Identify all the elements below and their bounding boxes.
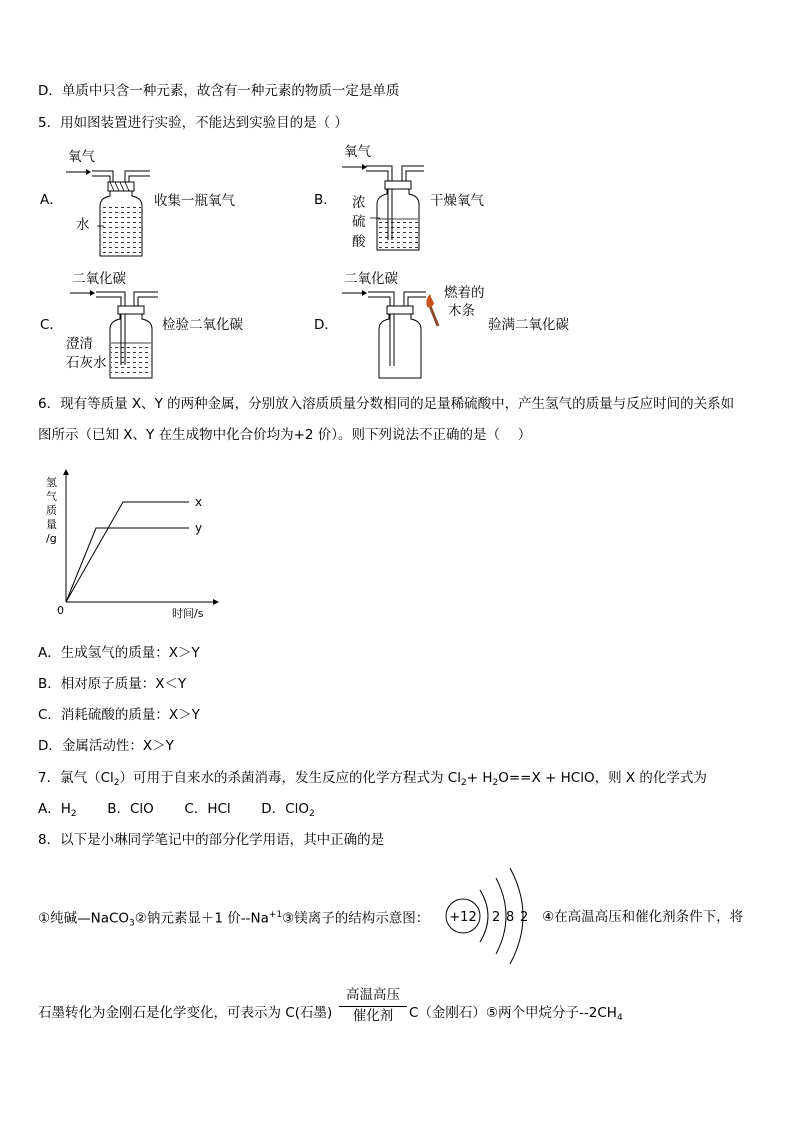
- apparatus-c-liquid-2: 石灰水: [66, 355, 107, 371]
- q4-option-d: D．单质中只含一种元素，故含有一种元素的物质一定是单质: [38, 83, 400, 99]
- apparatus-b-liquid-2: 硫: [352, 214, 366, 230]
- q6-stem-line1: 6．现有等质量 X、Y 的两种金属，分别放入溶质质量分数相同的足量稀硫酸中，产生氢气的质量与反应时间的关系如: [38, 396, 735, 412]
- q6-option-d: D．金属活动性：X＞Y: [38, 738, 174, 754]
- chart-x-axis-label: 时间/s: [172, 607, 204, 620]
- q7-option-b: B．ClO: [107, 801, 154, 817]
- chart-y-axis-label-char: 氢: [46, 476, 57, 489]
- q8-stem: 8．以下是小琳同学笔记中的部分化学用语，其中正确的是: [38, 832, 385, 848]
- reaction-condition-top: 高温高压: [346, 987, 400, 1003]
- q5-stem: 5．用如图装置进行实验，不能达到实验目的是（ ）: [38, 115, 348, 131]
- shell-3-electrons: 2: [520, 910, 529, 925]
- q7-option-a: A．H: [38, 801, 71, 817]
- q6-option-c: C．消耗硫酸的质量：X＞Y: [38, 707, 200, 723]
- apparatus-c-liquid-1: 澄清: [66, 336, 93, 352]
- chart-y-axis-label-char: /g: [46, 532, 57, 545]
- apparatus-d-gas-label: 二氧化碳: [344, 271, 398, 287]
- apparatus-b-liquid-1: 浓: [352, 195, 366, 211]
- shell-2-electrons: 8: [506, 910, 515, 925]
- chart-y-axis-label-char: 量: [46, 518, 57, 531]
- apparatus-d-stick-label-2: 木条: [448, 303, 475, 319]
- shell-1-electrons: 2: [492, 910, 501, 925]
- chart-y-axis-label-char: 质: [46, 504, 57, 517]
- nucleus-charge: +12: [449, 910, 477, 925]
- apparatus-b-caption: 干燥氧气: [430, 193, 484, 209]
- q5-option-d-letter: D．: [314, 317, 338, 333]
- apparatus-c-caption: 检验二氧化碳: [162, 317, 243, 333]
- q5-option-b-letter: B．: [314, 192, 337, 208]
- series-label-x: x: [195, 495, 203, 509]
- q5-option-c-letter: C．: [40, 317, 63, 333]
- apparatus-c-gas-label: 二氧化碳: [72, 271, 126, 287]
- apparatus-a-gas-label: 氧气: [68, 149, 95, 165]
- q7-option-d: D．ClO: [261, 801, 309, 817]
- q7-option-c: C．HCl: [184, 801, 231, 817]
- q6-option-a: A．生成氢气的质量：X＞Y: [38, 645, 200, 661]
- q7-stem: 7．氯气$(Cl_2)$可用于自来水的杀菌消毒，发生反应的化学方程式为 $Cl_2+ H_2O==X$ + HClO，则 X 的化学式为: [38, 770, 707, 788]
- q8-line1: ①纯碱—NaCO$_3$②钠元素显＋1 价$--Na^{+1}③$镁离子的结构示意图：: [38, 910, 430, 929]
- q7-options: A．$H_2$ B．ClO C．HCl D．ClO$_2$: [38, 801, 315, 819]
- apparatus-d-caption: 验满二氧化碳: [488, 317, 569, 333]
- q6-option-b: B．相对原子质量：X＜Y: [38, 676, 187, 692]
- q8-line2-a: 石墨转化为金刚石是化学变化，可表示为 C(石墨): [38, 1005, 333, 1021]
- apparatus-a-liquid-label: 水: [76, 217, 90, 233]
- apparatus-b-gas-label: 氧气: [344, 144, 371, 160]
- apparatus-d-stick-label-1: 燃着的: [444, 285, 485, 301]
- q8-line2-b: C（金刚石）⑤两个甲烷分子$--2CH_4$: [409, 1005, 623, 1023]
- q5-option-a-letter: A．: [40, 192, 63, 208]
- series-label-y: y: [195, 521, 203, 535]
- chart-origin-label: 0: [57, 604, 64, 617]
- q8-line1-item4: ④在高温高压和催化剂条件下，将: [542, 909, 744, 925]
- q6-stem-line2: 图所示（已知 X、Y 在生成物中化合价均为+2 价）。则下列说法不正确的是（ ）: [38, 427, 532, 443]
- apparatus-b-liquid-3: 酸: [352, 234, 366, 250]
- chart-y-axis-label-char: 气: [46, 490, 57, 503]
- apparatus-a-caption: 收集一瓶氧气: [154, 193, 235, 209]
- reaction-condition-bottom: 催化剂: [352, 1007, 394, 1024]
- reaction-conditions: [339, 989, 407, 1023]
